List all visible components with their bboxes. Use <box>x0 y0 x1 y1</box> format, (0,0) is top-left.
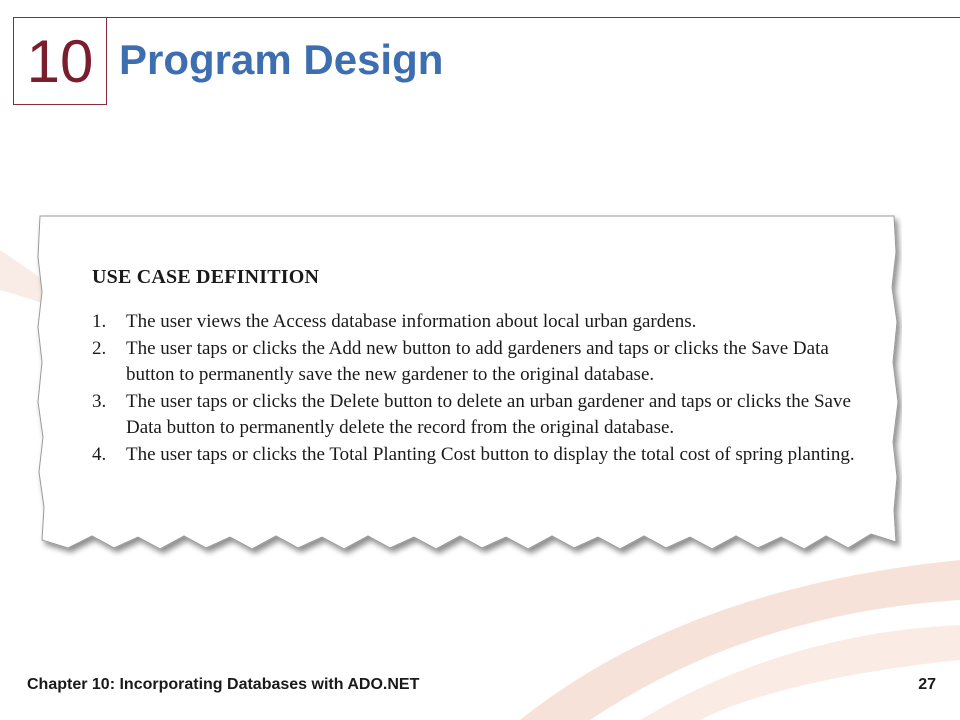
chapter-number-box <box>13 17 107 105</box>
list-item <box>92 442 872 469</box>
list-item <box>92 336 872 389</box>
chapter-number: 10 <box>26 27 94 95</box>
list-item-number: 2. <box>92 337 107 359</box>
list-item-text: The user taps or clicks the Add new button to add gardeners and taps or clicks the Save Data button to permanently save the new gardener to the original database. <box>126 337 829 385</box>
footer-chapter-label: Chapter 10: Incorporating Databases with ADO.NET <box>27 676 420 693</box>
list-item-text: The user taps or clicks the Delete button to delete an urban gardener and taps or clicks the Save Data button to permanently delete the record from the original database. <box>126 390 851 438</box>
slide-title: Program Design <box>119 36 444 83</box>
list-item-number: 1. <box>92 311 107 332</box>
list-item <box>92 309 872 336</box>
use-case-paper <box>36 212 902 562</box>
use-case-content <box>92 266 872 468</box>
list-item-number: 3. <box>92 390 107 412</box>
use-case-list <box>92 309 872 468</box>
list-item <box>92 389 872 442</box>
list-item-text: The user views the Access database information about local urban gardens. <box>126 311 697 332</box>
header-rule <box>107 17 960 18</box>
footer-page-number: 27 <box>918 676 936 693</box>
use-case-heading: USE CASE DEFINITION <box>92 266 320 288</box>
list-item-text: The user taps or clicks the Total Planting Cost button to display the total cost of spring planting. <box>126 443 855 465</box>
list-item-number: 4. <box>92 443 107 465</box>
